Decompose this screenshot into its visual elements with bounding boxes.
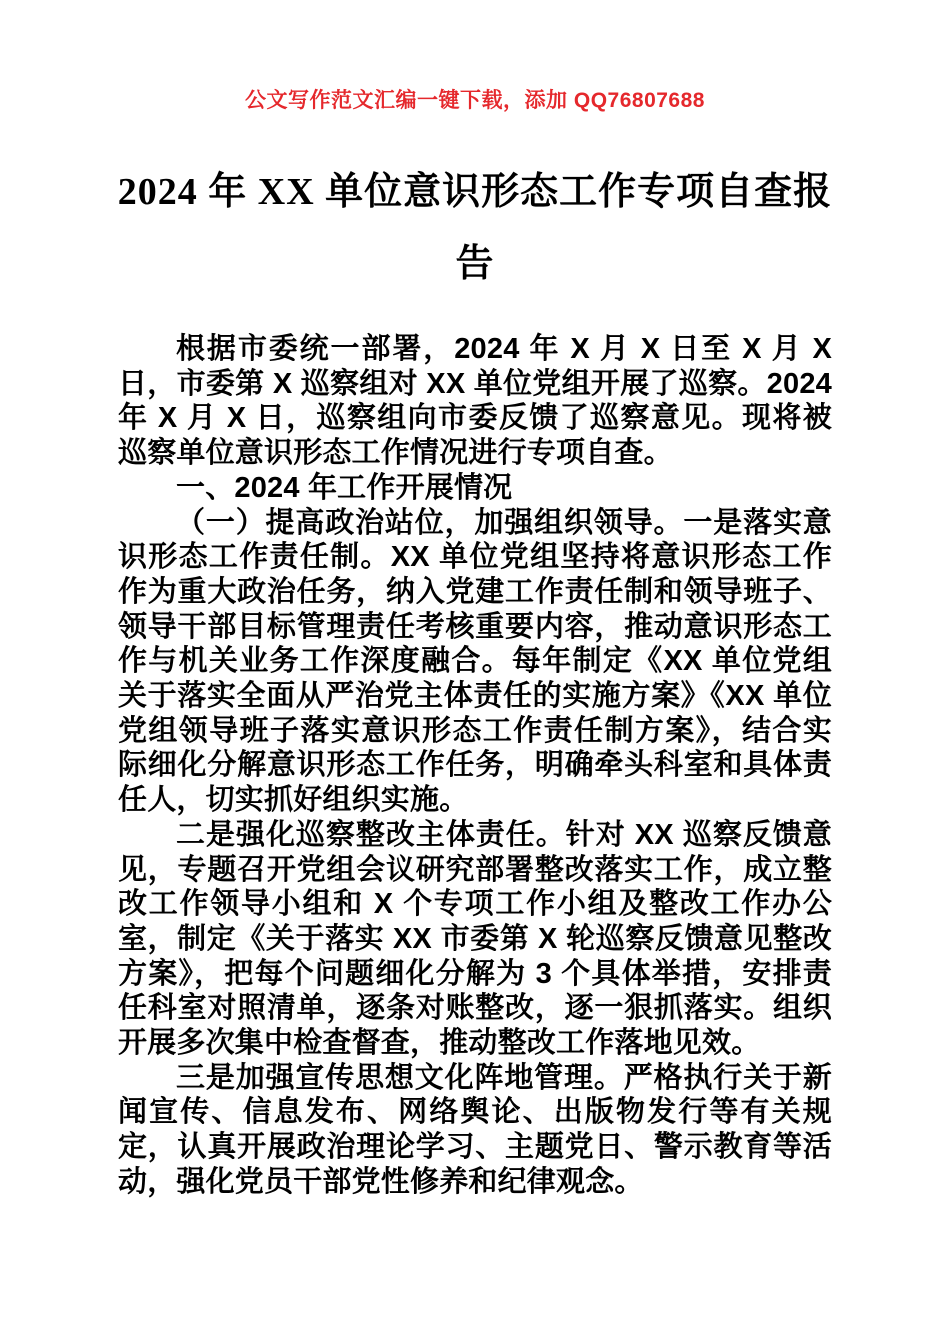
document-title xyxy=(0,156,950,300)
paragraph-point-3: 三是加强宣传思想文化阵地管理。严格执行关于新闻宣传、信息发布、网络舆论、出版物发行等有关规定，认真开展政治理论学习、主题党日、警示教育等活动，强化党员干部党性修养和纪律观念。 xyxy=(118,1061,832,1198)
paragraph-point-2: 二是强化巡察整改主体责任。针对 XX 巡察反馈意见，专题召开党组会议研究部署整改落实工作，成立整改工作领导小组和 X 个专项工作小组及整改工作办公室，制定《关于落实 XX 市委第 X 轮巡察反馈意见整改方案》，把每个问题细化分解为 3 个具体举措，安排责任科室对照清单，逐条对账整改，逐一狠抓落实。组织开展多次集中检查督查，推动整改工作落地见效。 xyxy=(118,818,832,1060)
promo-banner: 公文写作范文汇编一键下载，添加 QQ76807688 xyxy=(245,89,705,112)
document-title-line-2: 告 xyxy=(455,243,495,285)
paragraph-intro: 根据市委统一部署，2024 年 X 月 X 日至 X 月 X 日，市委第 X 巡察组对 XX 单位党组开展了巡察。2024 年 X 月 X 日，巡察组向市委反馈了巡察意见。现将被巡察单位意识形态工作情况进行专项自查。 xyxy=(118,333,832,470)
document-body xyxy=(118,332,832,1200)
paragraph-point-1: （一）提高政治站位，加强组织领导。一是落实意识形态工作责任制。XX 单位党组坚持将意识形态工作作为重大政治任务，纳入党建工作责任制和领导班子、领导干部目标管理责任考核重要内容，推动意识形态工作与机关业务工作深度融合。每年制定《XX 单位党组关于落实全面从严治党主体责任的实施方案》《XX 单位党组领导班子落实意识形态工作责任制方案》，结合实际细化分解意识形态工作任务，明确牵头科室和具体责任人，切实抓好组织实施。 xyxy=(118,506,832,817)
section-heading-1: 一、2024 年工作开展情况 xyxy=(176,471,513,504)
document-title-line-1: 2024 年 XX 单位意识形态工作专项自查报 xyxy=(117,171,833,213)
